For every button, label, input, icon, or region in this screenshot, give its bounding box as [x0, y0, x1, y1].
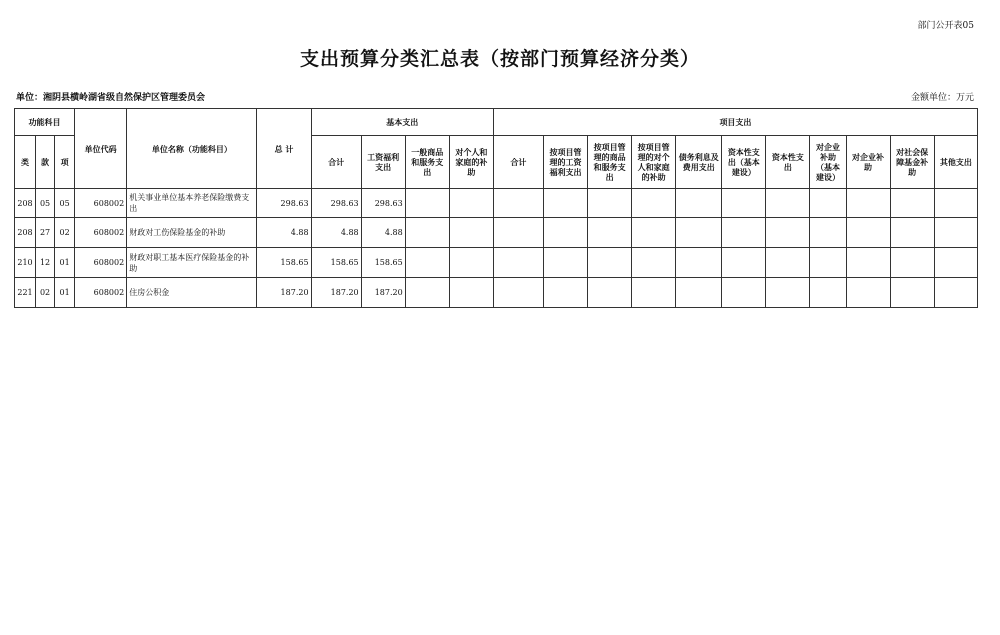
header-basic-col: 工资福利支出 [361, 136, 405, 189]
cell-empty [449, 218, 493, 248]
cell-empty [846, 278, 890, 308]
cell-kuan: 12 [36, 248, 55, 278]
header-basic-col: 一般商品和服务支出 [405, 136, 449, 189]
table-row [15, 248, 978, 278]
cell-empty [846, 248, 890, 278]
cell-empty [846, 189, 890, 218]
header-project-col: 按项目管理的对个人和家庭的补助 [632, 136, 676, 189]
cell-kuan: 02 [36, 278, 55, 308]
cell-unit-code: 608002 [75, 189, 127, 218]
table-row [15, 218, 978, 248]
cell-empty [405, 248, 449, 278]
cell-empty [810, 218, 846, 248]
cell-empty [588, 248, 632, 278]
header-kuan: 款 [36, 136, 55, 189]
cell-total: 298.63 [257, 189, 311, 218]
cell-kuan: 05 [36, 189, 55, 218]
cell-empty [588, 218, 632, 248]
cell-basic-sum: 187.20 [311, 278, 361, 308]
cell-empty [449, 278, 493, 308]
header-project-col: 资本性支出 [766, 136, 810, 189]
cell-empty [766, 278, 810, 308]
table-row [15, 278, 978, 308]
cell-basic-wage: 187.20 [361, 278, 405, 308]
cell-basic-sum: 4.88 [311, 218, 361, 248]
cell-empty [766, 189, 810, 218]
header-project-col: 合计 [493, 136, 543, 189]
cell-basic-wage: 298.63 [361, 189, 405, 218]
cell-empty [632, 189, 676, 218]
cell-total: 187.20 [257, 278, 311, 308]
cell-lei: 208 [15, 218, 36, 248]
cell-empty [405, 218, 449, 248]
cell-empty [934, 189, 977, 218]
cell-empty [449, 248, 493, 278]
cell-empty [890, 189, 934, 218]
cell-empty [722, 218, 766, 248]
cell-total: 4.88 [257, 218, 311, 248]
cell-unit-name: 住房公积金 [127, 278, 257, 308]
cell-empty [449, 189, 493, 218]
page-title: 支出预算分类汇总表（按部门预算经济分类） [299, 48, 700, 70]
header-unit-name: 单位名称（功能科目） [127, 109, 257, 189]
header-unit-code: 单位代码 [75, 109, 127, 189]
header-project: 项目支出 [493, 109, 977, 136]
header-project-col: 对社会保障基金补助 [890, 136, 934, 189]
cell-basic-wage: 158.65 [361, 248, 405, 278]
cell-empty [543, 248, 587, 278]
cell-empty [543, 218, 587, 248]
cell-empty [722, 278, 766, 308]
cell-empty [588, 278, 632, 308]
unit-name-label: 单位：湘阴县横岭湖省级自然保护区管理委员会 [16, 93, 206, 103]
cell-empty [493, 218, 543, 248]
cell-unit-code: 608002 [75, 218, 127, 248]
cell-empty [890, 218, 934, 248]
cell-basic-sum: 298.63 [311, 189, 361, 218]
cell-unit-name: 财政对职工基本医疗保险基金的补助 [127, 248, 257, 278]
cell-empty [632, 248, 676, 278]
cell-xiang: 01 [55, 278, 75, 308]
cell-basic-wage: 4.88 [361, 218, 405, 248]
header-total: 总 计 [257, 109, 311, 189]
cell-empty [588, 189, 632, 218]
header-xiang: 项 [55, 136, 75, 189]
cell-empty [543, 278, 587, 308]
table-code: 部门公开表05 [917, 21, 974, 31]
cell-empty [676, 248, 722, 278]
header-project-col: 债务利息及费用支出 [676, 136, 722, 189]
amount-unit-label: 金额单位：万元 [910, 93, 974, 103]
cell-unit-code: 608002 [75, 248, 127, 278]
cell-empty [493, 189, 543, 218]
cell-empty [676, 278, 722, 308]
cell-empty [405, 278, 449, 308]
header-project-col: 其他支出 [934, 136, 977, 189]
cell-empty [766, 248, 810, 278]
cell-empty [934, 248, 977, 278]
header-project-col: 资本性支出（基本建设） [722, 136, 766, 189]
budget-table [14, 108, 978, 308]
table-row [15, 189, 978, 218]
cell-empty [676, 189, 722, 218]
header-func-subject: 功能科目 [15, 109, 75, 136]
cell-empty [405, 189, 449, 218]
cell-empty [810, 278, 846, 308]
cell-xiang: 05 [55, 189, 75, 218]
cell-empty [493, 278, 543, 308]
cell-xiang: 01 [55, 248, 75, 278]
cell-empty [846, 218, 890, 248]
header-project-col: 按项目管理的工资福利支出 [543, 136, 587, 189]
cell-empty [810, 248, 846, 278]
cell-empty [890, 248, 934, 278]
cell-unit-name: 机关事业单位基本养老保险缴费支出 [127, 189, 257, 218]
header-project-col: 对企业补助（基本建设） [810, 136, 846, 189]
cell-empty [810, 189, 846, 218]
cell-empty [766, 218, 810, 248]
cell-empty [543, 189, 587, 218]
header-basic: 基本支出 [311, 109, 493, 136]
cell-empty [493, 248, 543, 278]
header-lei: 类 [15, 136, 36, 189]
cell-empty [632, 278, 676, 308]
header-project-col: 按项目管理的商品和服务支出 [588, 136, 632, 189]
cell-empty [890, 278, 934, 308]
header-basic-col: 合计 [311, 136, 361, 189]
cell-lei: 210 [15, 248, 36, 278]
cell-lei: 221 [15, 278, 36, 308]
cell-empty [722, 189, 766, 218]
cell-total: 158.65 [257, 248, 311, 278]
cell-kuan: 27 [36, 218, 55, 248]
header-project-col: 对企业补助 [846, 136, 890, 189]
header-basic-col: 对个人和家庭的补助 [449, 136, 493, 189]
cell-empty [934, 218, 977, 248]
cell-empty [632, 218, 676, 248]
cell-empty [722, 248, 766, 278]
cell-empty [934, 278, 977, 308]
cell-unit-code: 608002 [75, 278, 127, 308]
cell-empty [676, 218, 722, 248]
cell-basic-sum: 158.65 [311, 248, 361, 278]
cell-unit-name: 财政对工伤保险基金的补助 [127, 218, 257, 248]
cell-lei: 208 [15, 189, 36, 218]
cell-xiang: 02 [55, 218, 75, 248]
